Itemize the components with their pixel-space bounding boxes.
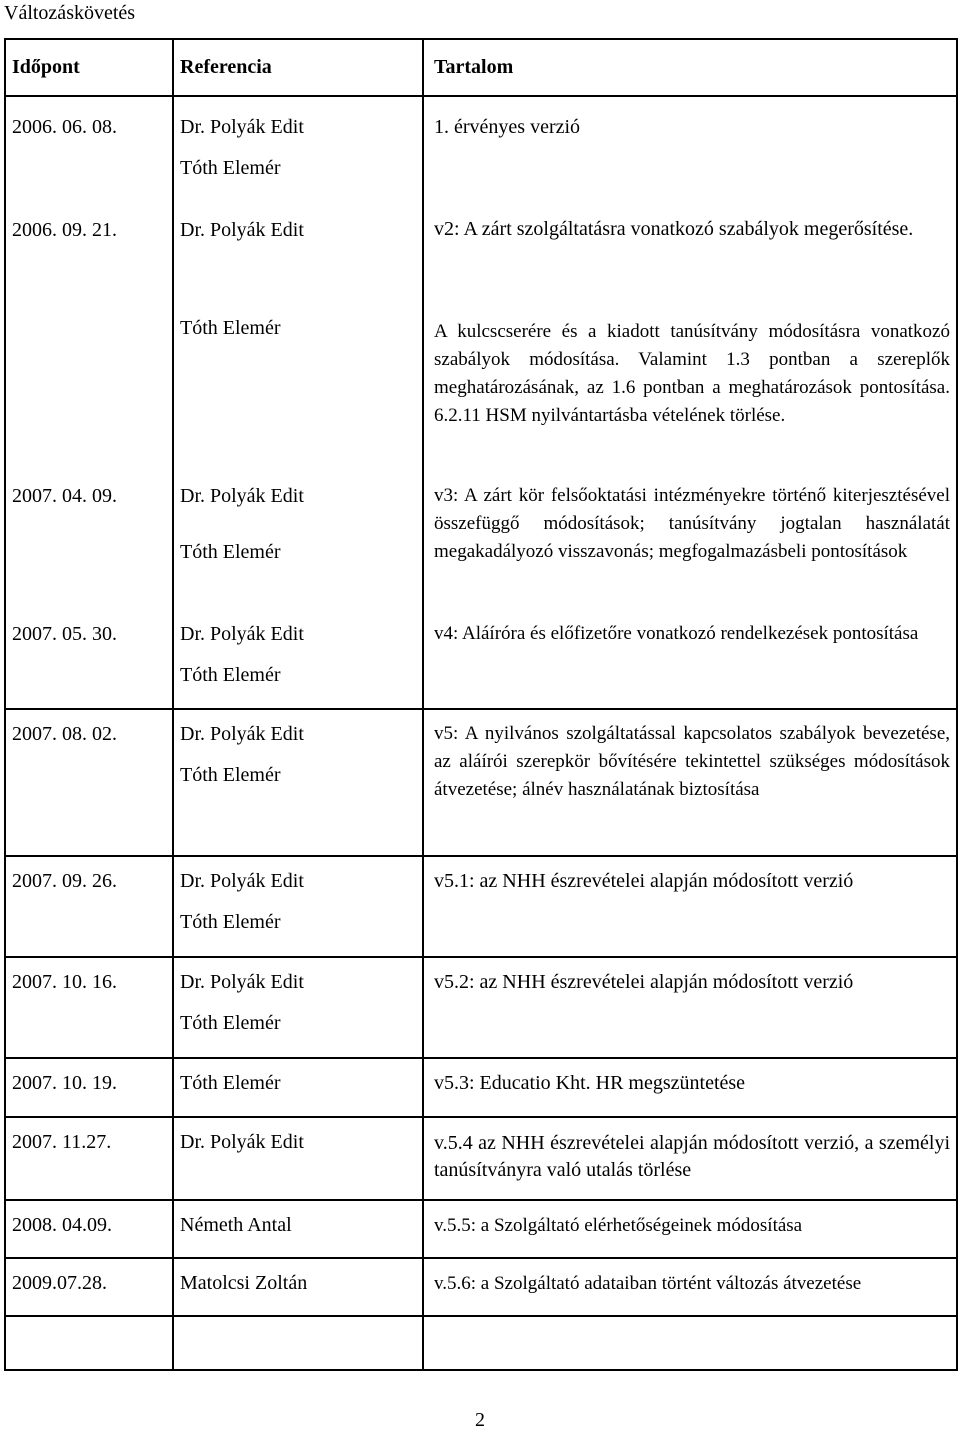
row-reference: Tóth Elemér [180,664,281,686]
table-row [5,308,957,476]
table-row [5,856,957,957]
row-reference: Tóth Elemér [180,764,281,786]
row-content: A kulcscserére és a kiadott tanúsítvány módosításra vonatkozó szabályok módosítása. Valamint 1.3 pontban a szereplők meghatározásának, az 1.6 pontban a meghatározások pontosítása. 6.2.11 HSM nyilvántartásba vételének törlése. [434,321,950,426]
table-row [5,1117,957,1200]
table-row [5,610,957,709]
row-date: 2007. 10. 19. [12,1072,117,1094]
table-row [5,1200,957,1258]
table-row-empty [5,1316,957,1370]
row-reference: Dr. Polyák Edit [180,623,304,645]
table-row [5,1058,957,1117]
row-content: v.5.6: a Szolgáltató adataiban történt változás átvezetése [434,1273,862,1294]
header-reference: Referencia [180,56,272,78]
row-content: v4: Aláíróra és előfizetőre vonatkozó rendelkezések pontosítása [434,623,919,644]
table-row [5,476,957,610]
row-date: 2006. 06. 08. [12,116,117,138]
row-date: 2007. 11.27. [12,1131,112,1153]
row-date: 2007. 10. 16. [12,971,117,993]
row-reference: Dr. Polyák Edit [180,971,304,993]
table-row [5,96,957,208]
row-date: 2007. 05. 30. [12,623,117,645]
row-date: 2006. 09. 21. [12,219,117,241]
row-content: v2: A zárt szolgáltatásra vonatkozó szabályok megerősítése. [434,218,914,240]
row-reference: Matolcsi Zoltán [180,1272,308,1294]
row-reference: Tóth Elemér [180,911,281,933]
row-reference: Tóth Elemér [180,1012,281,1034]
row-date: 2007. 08. 02. [12,723,117,745]
table-row [5,1258,957,1316]
row-reference: Tóth Elemér [180,1072,281,1094]
page-number: 2 [475,1409,485,1431]
row-reference: Németh Antal [180,1214,292,1236]
row-date: 2009.07.28. [12,1272,107,1294]
row-reference: Dr. Polyák Edit [180,485,304,507]
change-log-table [4,38,958,1371]
row-content: v.5.4 az NHH észrevételei alapján módosított verzió, a személyi tanúsítványra való utalás törlése [434,1132,950,1181]
row-reference: Dr. Polyák Edit [180,1131,304,1153]
row-reference: Dr. Polyák Edit [180,870,304,892]
row-date: 2008. 04.09. [12,1214,112,1236]
table-header-row [5,39,957,96]
table-row [5,957,957,1058]
header-date: Időpont [12,56,80,78]
row-reference: Tóth Elemér [180,157,281,179]
row-content: v5.3: Educatio Kht. HR megszüntetése [434,1072,746,1094]
row-reference: Dr. Polyák Edit [180,219,304,241]
row-content: 1. érvényes verzió [434,116,581,138]
row-date: 2007. 09. 26. [12,870,117,892]
row-reference: Dr. Polyák Edit [180,723,304,745]
row-reference: Tóth Elemér [180,317,281,339]
row-content: v5.1: az NHH észrevételei alapján módosított verzió [434,870,854,892]
header-content: Tartalom [434,56,514,78]
row-content: v5: A nyilvános szolgáltatással kapcsolatos szabályok bevezetése, az aláírói szerepkör bővítésére tekintettel szükséges módosítások átvezetése; álnév használatának biztosítása [434,723,950,800]
row-date: 2007. 04. 09. [12,485,117,507]
table-row [5,208,957,308]
row-content: v3: A zárt kör felsőoktatási intézményekre történő kiterjesztésével összefüggő módosítások; tanúsítvány jogtalan használatát megakadályozó visszavonás; megfogalmazásbeli pontosítások [434,485,950,562]
table-row [5,709,957,856]
row-content: v5.2: az NHH észrevételei alapján módosított verzió [434,971,854,993]
row-reference: Dr. Polyák Edit [180,116,304,138]
page-heading: Változáskövetés [4,2,136,24]
row-reference: Tóth Elemér [180,541,281,563]
row-content: v.5.5: a Szolgáltató elérhetőségeinek módosítása [434,1215,803,1236]
